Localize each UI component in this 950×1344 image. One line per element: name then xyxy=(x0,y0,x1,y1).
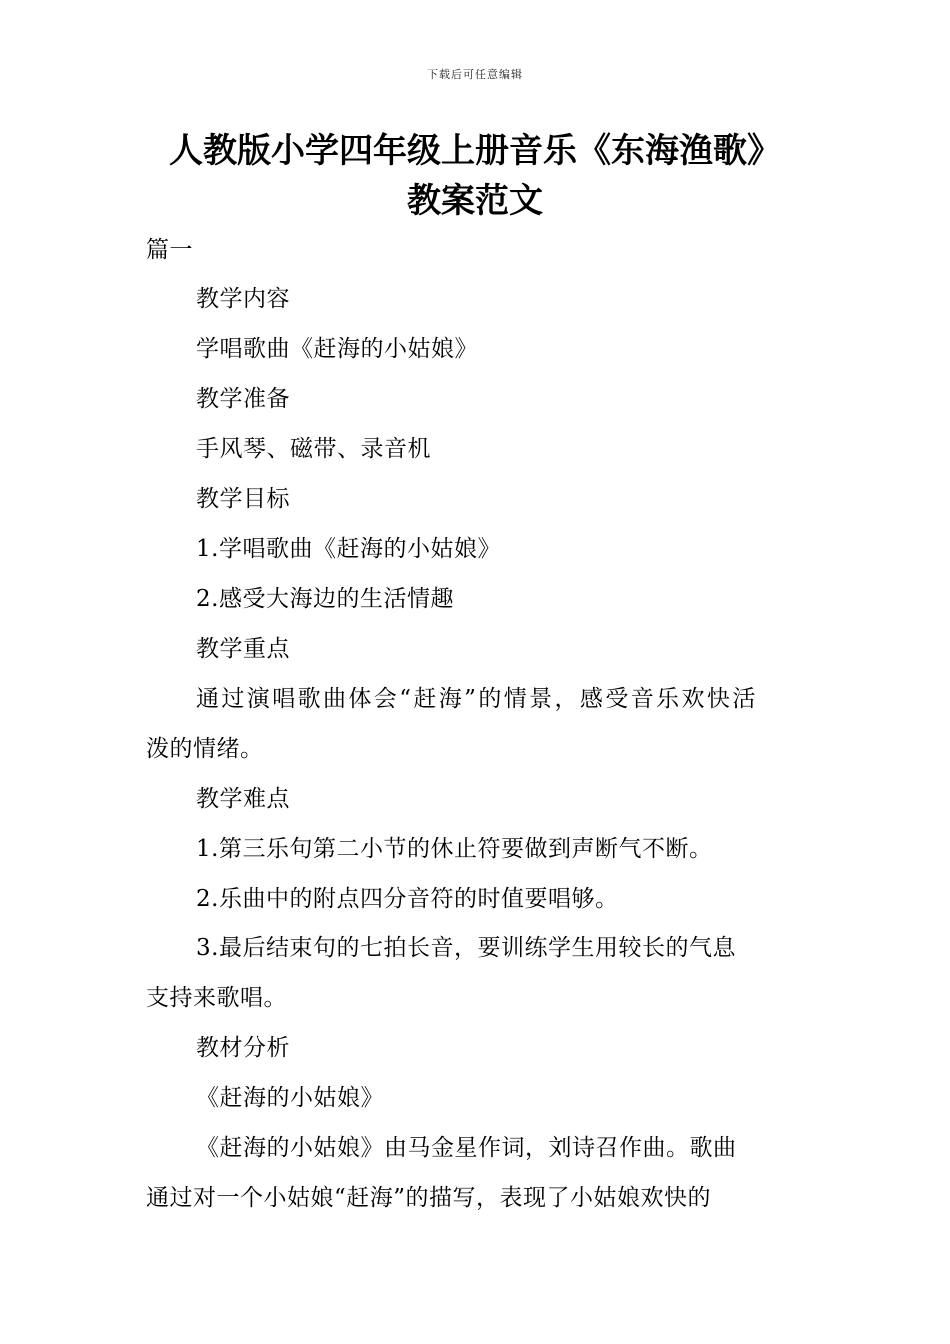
content-text: 学唱歌曲《赶海的小姑娘》 xyxy=(196,336,478,362)
difficulty-item-3-line-1: 3.最后结束句的七拍长音，要训练学生用较长的气息 xyxy=(196,935,736,961)
header-note: 下载后可任意编辑 xyxy=(427,68,523,81)
content-heading: 教学内容 xyxy=(196,286,290,312)
focus-text-line-2: 泼的情绪。 xyxy=(146,736,264,762)
difficulty-item-2: 2.乐曲中的附点四分音符的时值要唱够。 xyxy=(196,886,619,912)
difficulty-heading: 教学难点 xyxy=(196,786,290,812)
title-line-1: 人教版小学四年级上册音乐《东海渔歌》 xyxy=(169,131,781,171)
goal-item-2: 2.感受大海边的生活情趣 xyxy=(196,586,454,612)
difficulty-item-1: 1.第三乐句第二小节的休止符要做到声断气不断。 xyxy=(196,836,713,862)
prep-heading: 教学准备 xyxy=(196,386,290,412)
difficulty-item-3-line-2: 支持来歌唱。 xyxy=(146,985,287,1011)
document-title xyxy=(120,126,830,226)
goal-item-1: 1.学唱歌曲《赶海的小姑娘》 xyxy=(196,536,501,562)
analysis-text-line-1: 《赶海的小姑娘》由马金星作词，刘诗召作曲。歌曲 xyxy=(196,1135,737,1161)
analysis-heading: 教材分析 xyxy=(196,1035,290,1061)
section-label: 篇一 xyxy=(146,237,193,263)
analysis-text-line-2: 通过对一个小姑娘“赶海”的描写，表现了小姑娘欢快的 xyxy=(146,1185,712,1211)
analysis-song-title: 《赶海的小姑娘》 xyxy=(196,1085,384,1111)
goal-heading: 教学目标 xyxy=(196,486,290,512)
prep-text: 手风琴、磁带、录音机 xyxy=(196,436,431,462)
title-line-2: 教案范文 xyxy=(407,181,543,221)
focus-heading: 教学重点 xyxy=(196,636,290,662)
focus-text-line-1: 通过演唱歌曲体会“赶海”的情景，感受音乐欢快活 xyxy=(196,686,758,712)
